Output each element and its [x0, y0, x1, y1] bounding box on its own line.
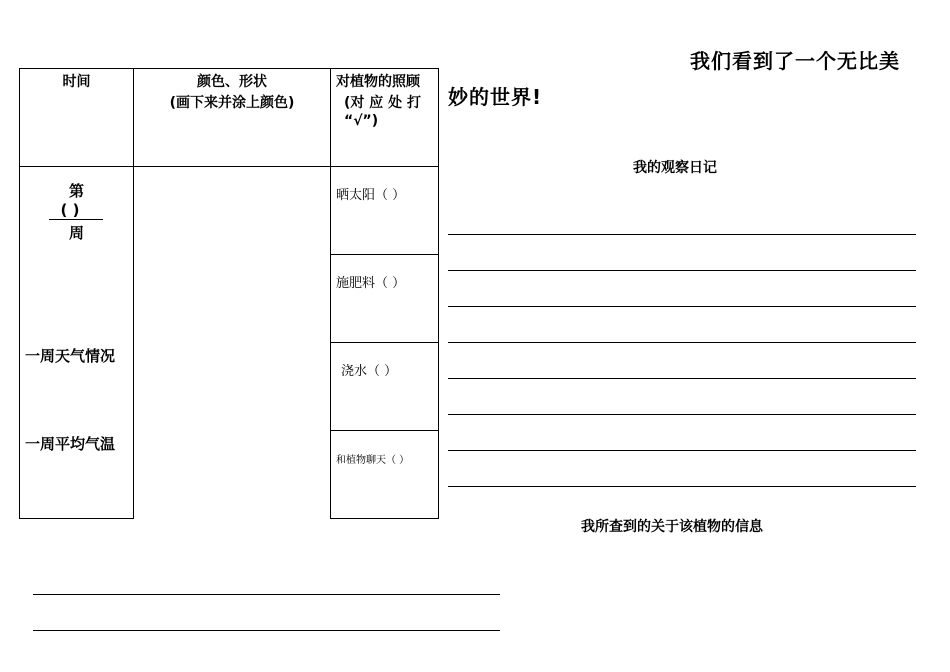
- weather-label: 一周天气情况: [25, 347, 116, 365]
- info-line: [33, 594, 500, 595]
- header-care-line-3: “√”): [344, 113, 379, 129]
- care-item-fertilizer: 施肥料（ ）: [336, 276, 406, 291]
- diary-title: 我的观察日记: [633, 160, 717, 176]
- diary-line: [448, 450, 916, 451]
- diary-line: [448, 486, 916, 487]
- week-label-bottom: 周: [68, 224, 84, 242]
- header-color-shape-note: (画下来并涂上颜色): [169, 95, 295, 111]
- diary-line: [448, 234, 916, 235]
- header-care-line-2: (对 应 处 打: [344, 95, 422, 111]
- heading-line-1: 我们看到了一个无比美: [690, 49, 900, 73]
- header-color-shape: 颜色、形状: [197, 74, 267, 90]
- care-item-watering: 浇水（ ）: [341, 364, 398, 379]
- week-number-blank: ( ): [60, 201, 80, 219]
- diary-line: [448, 306, 916, 307]
- diary-line: [448, 342, 916, 343]
- week-underline: [49, 219, 103, 220]
- care-item-sunlight: 晒太阳（ ）: [336, 188, 406, 203]
- info-line: [33, 630, 500, 631]
- diary-line: [448, 414, 916, 415]
- header-care-line-1: 对植物的照顾: [336, 74, 420, 90]
- care-item-talking: 和植物聊天（ ）: [336, 455, 410, 466]
- diary-line: [448, 270, 916, 271]
- avg-temp-label: 一周平均气温: [25, 435, 116, 453]
- header-time: 时间: [62, 74, 91, 90]
- diary-line: [448, 378, 916, 379]
- heading-line-2: 妙的世界!: [448, 85, 543, 109]
- week-label-top: 第: [68, 182, 84, 200]
- info-title: 我所查到的关于该植物的信息: [581, 519, 763, 535]
